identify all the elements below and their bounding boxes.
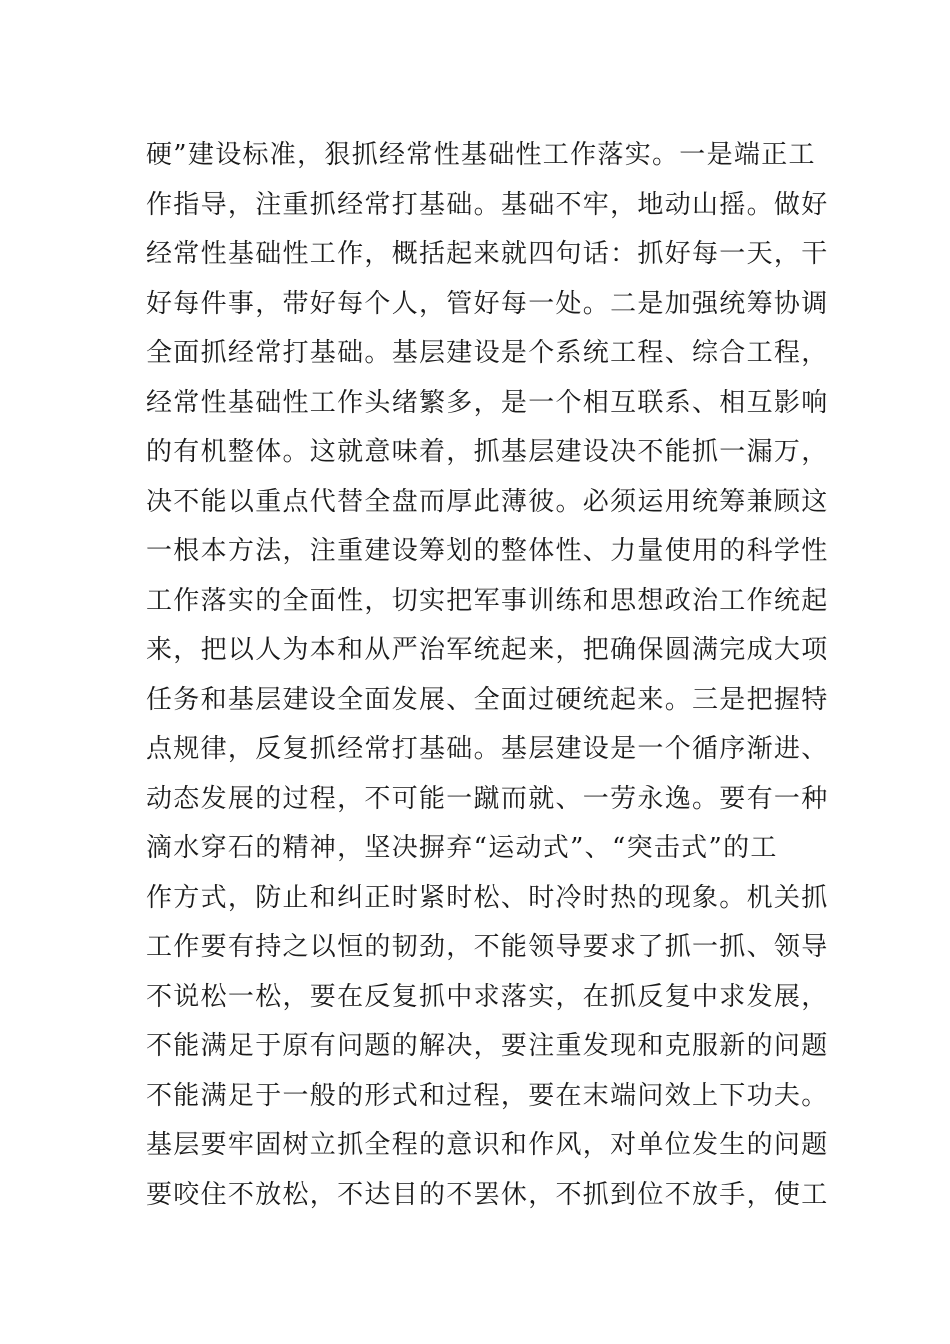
text-line: 硬”建设标准，狠抓经常性基础性工作落实。一是端正工 <box>146 140 816 170</box>
text-line: 工作落实的全面性，切实把军事训练和思想政治工作统起 <box>146 585 829 616</box>
text-line: 基层要牢固树立抓全程的意识和作风，对单位发生的问题 <box>146 1130 829 1160</box>
text-line: 作指导，注重抓经常打基础。基础不牢，地动山摇。做好 <box>146 189 829 220</box>
text-line: 要咬住不放松，不达目的不罢休，不抓到位不放手，使工 <box>146 1179 829 1210</box>
text-line: 经常性基础性工作，概括起来就四句话：抓好每一天，干 <box>146 239 829 269</box>
text-line: 作方式，防止和纠正时紧时松、时冷时热的现象。机关抓 <box>146 882 829 913</box>
body-text <box>146 131 829 1220</box>
text-line: 一根本方法，注重建设筹划的整体性、力量使用的科学性 <box>146 536 829 566</box>
text-line: 不说松一松，要在反复抓中求落实，在抓反复中求发展， <box>146 981 829 1012</box>
text-line: 任务和基层建设全面发展、全面过硬统起来。三是把握特 <box>146 684 829 715</box>
text-line: 来，把以人为本和从严治军统起来，把确保圆满完成大项 <box>146 635 829 665</box>
text-line: 滴水穿石的精神，坚决摒弃“运动式”、“突击式”的工 <box>146 833 778 863</box>
text-line: 的有机整体。这就意味着，抓基层建设决不能抓一漏万， <box>146 437 829 467</box>
text-line: 动态发展的过程，不可能一蹴而就、一劳永逸。要有一种 <box>146 783 829 814</box>
text-line: 好每件事，带好每个人，管好每一处。二是加强统筹协调 <box>146 288 829 319</box>
text-line: 工作要有持之以恒的韧劲，不能领导要求了抓一抓、领导 <box>146 932 829 962</box>
text-line: 不能满足于原有问题的解决，要注重发现和克服新的问题 <box>146 1031 829 1061</box>
text-line: 经常性基础性工作头绪繁多，是一个相互联系、相互影响 <box>146 387 829 418</box>
text-line: 点规律，反复抓经常打基础。基层建设是一个循序渐进、 <box>146 734 829 764</box>
text-line: 不能满足于一般的形式和过程，要在末端问效上下功夫。 <box>146 1080 829 1111</box>
text-line: 决不能以重点代替全盘而厚此薄彼。必须运用统筹兼顾这 <box>146 486 829 517</box>
text-line: 全面抓经常打基础。基层建设是个系统工程、综合工程， <box>146 338 829 368</box>
